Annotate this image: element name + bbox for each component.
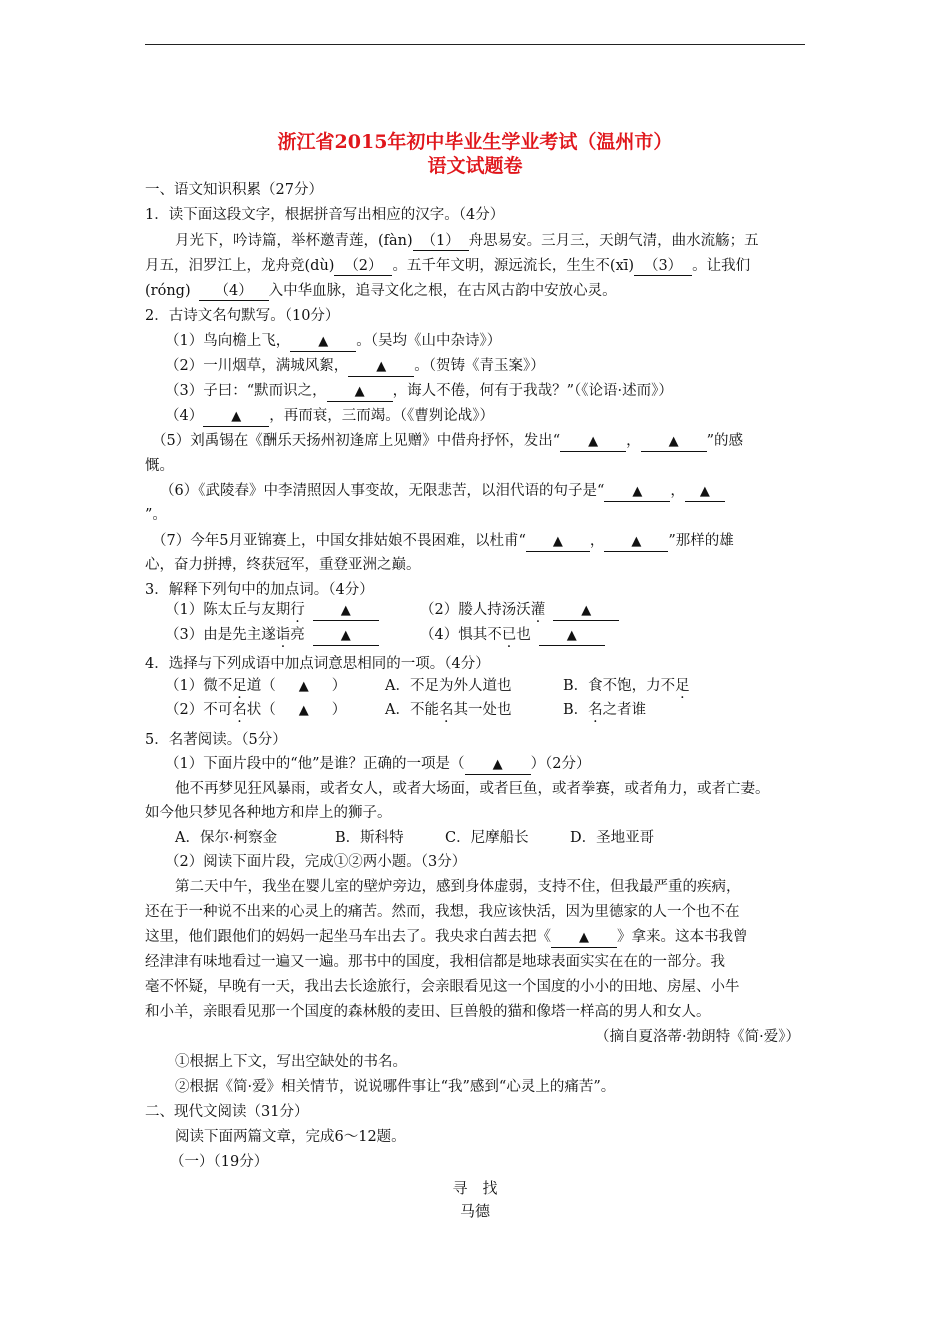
q1-line-2: 月五，汨罗江上，龙舟竞(dù) （2） 。五千年文明，源远流长，生生不(xī) （3） 。让我们 xyxy=(145,258,751,274)
q4-item-1-option-a: A．不足为外人道也 xyxy=(385,678,512,694)
q2-item-1: （1）鸟向檐上飞， ▲ 。（吴均《山中杂诗》） xyxy=(165,329,501,353)
q2-item-5-cont: 慨。 xyxy=(145,458,174,474)
q2-item-3: （3）子曰：“默而识之， ▲ ，诲人不倦，何有于我哉？”（《论语·述而》） xyxy=(165,379,673,403)
q1-line-1: 月光下，吟诗篇，举杯邀青莲，(fàn) （1） 舟思易安。三月三，天朗气清，曲水流觞；五 xyxy=(175,233,759,249)
answer-blank[interactable]: ▲ xyxy=(290,333,356,352)
section-1-heading: 一、语文知识积累（27分） xyxy=(145,182,323,198)
q3-item-2: （2）媵人持汤沃灌 ▲ xyxy=(420,598,619,622)
question-4: 4．选择与下列成语中加点词意思相同的一项。（4分） xyxy=(145,656,490,672)
question-5: 5．名著阅读。（5分） xyxy=(145,732,287,748)
q5-subquestion-2: ②根据《简·爱》相关情节，说说哪件事让“我”感到“心灵上的痛苦”。 xyxy=(175,1079,616,1095)
q2-item-2: （2）一川烟草，满城风絮， ▲ 。（贺铸《青玉案》） xyxy=(165,354,545,378)
q5-passage-1-line-1: 他不再梦见狂风暴雨，或者女人，或者大场面，或者巨鱼，或者拳赛，或者角力，或者亡妻。 xyxy=(175,781,770,797)
q5-part-2: （2）阅读下面片段，完成①②两小题。（3分） xyxy=(165,854,467,870)
emphasis-char: 名 xyxy=(438,702,454,718)
emphasis-char: 诣 xyxy=(275,627,291,643)
q3-item-4: （4）惧其不已也 ▲ xyxy=(420,623,605,647)
q5-passage-1-line-2: 如今他只梦见各种地方和岸上的狮子。 xyxy=(145,805,392,821)
q5-passage-2-line-3: 这里，他们跟他们的妈妈一起坐马车出去了。我央求白茜去把《 ▲ 》拿来。这本书我曾 xyxy=(145,925,748,949)
q2-item-4: （4） ▲ ，再而衰，三而竭。（《曹刿论战》） xyxy=(165,404,494,428)
emphasis-char: 足 xyxy=(675,678,690,694)
q1-blank-4[interactable]: （4） xyxy=(199,282,269,301)
question-3: 3．解释下列句中的加点词。（4分） xyxy=(145,582,374,598)
answer-blank[interactable]: ▲ xyxy=(641,433,707,452)
article-author: 马德 xyxy=(459,1202,490,1220)
answer-blank[interactable]: ▲ xyxy=(560,433,626,452)
emphasis-char: 已 xyxy=(501,627,517,643)
answer-blank[interactable]: ▲ xyxy=(604,483,670,502)
answer-blank[interactable]: ▲ xyxy=(551,929,617,948)
q3-item-1: （1）陈太丘与友期行 ▲ xyxy=(165,598,379,622)
answer-choice-blank[interactable]: ▲ xyxy=(298,679,309,694)
answer-blank[interactable]: ▲ xyxy=(553,602,619,621)
header-rule xyxy=(145,44,805,45)
emphasis-char: 足 xyxy=(232,678,247,694)
q2-item-7: （7）今年5月亚锦赛上，中国女排姑娘不畏困难，以杜甫“ ▲ ， ▲ ”那样的雄 xyxy=(152,529,734,553)
q5-passage-2-line-4: 经津津有味地看过一遍又一遍。那书中的国度，我相信都是地球表面实实在在的一部分。我 xyxy=(145,954,725,970)
q1-line-3: (róng) （4） 入中华血脉，追寻文化之根，在古风古韵中安放心灵。 xyxy=(145,283,617,299)
answer-blank[interactable]: ▲ xyxy=(685,483,725,502)
answer-blank[interactable]: ▲ xyxy=(465,756,531,775)
q5-option-b: B．斯科特 xyxy=(335,830,404,846)
q5-passage-2-line-2: 还在于一种说不出来的心灵上的痛苦。然而，我想，我应该快活，因为里德家的人一个也不在 xyxy=(145,904,740,920)
q5-passage-2-line-5: 毫不怀疑，早晚有一天，我出去长途旅行，会亲眼看见这一个国度的小小的田地、房屋、小牛 xyxy=(145,979,740,995)
q5-passage-2-line-1: 第二天中午，我坐在婴儿室的壁炉旁边，感到身体虚弱，支持不住，但我最严重的疾病， xyxy=(175,879,741,895)
q2-item-7-cont: 心，奋力拼搏，终获冠军，重登亚洲之巅。 xyxy=(145,557,421,573)
q5-passage-source: （摘自夏洛蒂·勃朗特《简·爱》） xyxy=(595,1029,800,1045)
emphasis-char: 灌 xyxy=(530,602,546,618)
section-2-intro: 阅读下面两篇文章，完成6～12题。 xyxy=(175,1129,406,1145)
section-2-heading: 二、现代文阅读（31分） xyxy=(145,1104,309,1120)
q5-part-1: （1）下面片段中的“他”是谁？正确的一项是（ ▲ ）（2分） xyxy=(165,752,591,776)
q4-item-1-option-b: B．食不饱，力不足 xyxy=(563,678,690,694)
exam-subtitle: 语文试题卷 xyxy=(427,155,523,177)
answer-blank[interactable]: ▲ xyxy=(313,627,379,646)
answer-blank[interactable]: ▲ xyxy=(313,602,379,621)
q1-blank-1[interactable]: （1） xyxy=(413,232,469,251)
answer-blank[interactable]: ▲ xyxy=(539,627,605,646)
reading-part-1: （一）（19分） xyxy=(170,1154,269,1170)
answer-blank[interactable]: ▲ xyxy=(604,533,668,552)
emphasis-char: 行 xyxy=(290,602,305,618)
q4-item-2-option-a: A．不能名其一处也 xyxy=(385,702,512,718)
emphasis-char: 名 xyxy=(232,702,247,718)
q5-option-a: A．保尔·柯察金 xyxy=(175,830,278,846)
q4-item-2-option-b: B．名之者谁 xyxy=(563,702,647,718)
q5-option-c: C．尼摩船长 xyxy=(445,830,529,846)
emphasis-char: 名 xyxy=(588,702,603,718)
q1-blank-3[interactable]: （3） xyxy=(634,257,692,276)
q3-item-3: （3）由是先主遂诣亮 ▲ xyxy=(165,623,379,647)
q4-item-2: （2）不可名状（ ▲ ） xyxy=(165,698,346,723)
q5-subquestion-1: ①根据上下文，写出空缺处的书名。 xyxy=(175,1054,407,1070)
q5-option-d: D．圣地亚哥 xyxy=(570,830,655,846)
question-1: 1．读下面这段文字，根据拼音写出相应的汉字。（4分） xyxy=(145,207,505,223)
q2-item-6: （6）《武陵春》中李清照因人事变故，无限悲苦，以泪代语的句子是“ ▲ ， ▲ xyxy=(160,479,725,503)
answer-blank[interactable]: ▲ xyxy=(526,533,590,552)
answer-blank[interactable]: ▲ xyxy=(348,358,414,377)
q5-passage-2-line-6: 和小羊，亲眼看见那一个国度的森林般的麦田、巨兽般的猫和像塔一样高的男人和女人。 xyxy=(145,1004,711,1020)
q2-item-6-cont: ”。 xyxy=(145,507,167,523)
answer-blank[interactable]: ▲ xyxy=(327,383,393,402)
q2-item-5: （5）刘禹锡在《酬乐天扬州初逢席上见赠》中借舟抒怀，发出“ ▲ ， ▲ ”的感 xyxy=(152,429,743,453)
article-title: 寻 找 xyxy=(452,1179,498,1197)
answer-blank[interactable]: ▲ xyxy=(203,408,269,427)
q4-item-1: （1）微不足道（ ▲ ） xyxy=(165,674,346,699)
q1-blank-2[interactable]: （2） xyxy=(334,257,392,276)
answer-choice-blank[interactable]: ▲ xyxy=(298,703,309,718)
exam-title: 浙江省2015年初中毕业生学业考试（温州市） xyxy=(277,131,673,153)
question-2: 2．古诗文名句默写。（10分） xyxy=(145,308,340,324)
